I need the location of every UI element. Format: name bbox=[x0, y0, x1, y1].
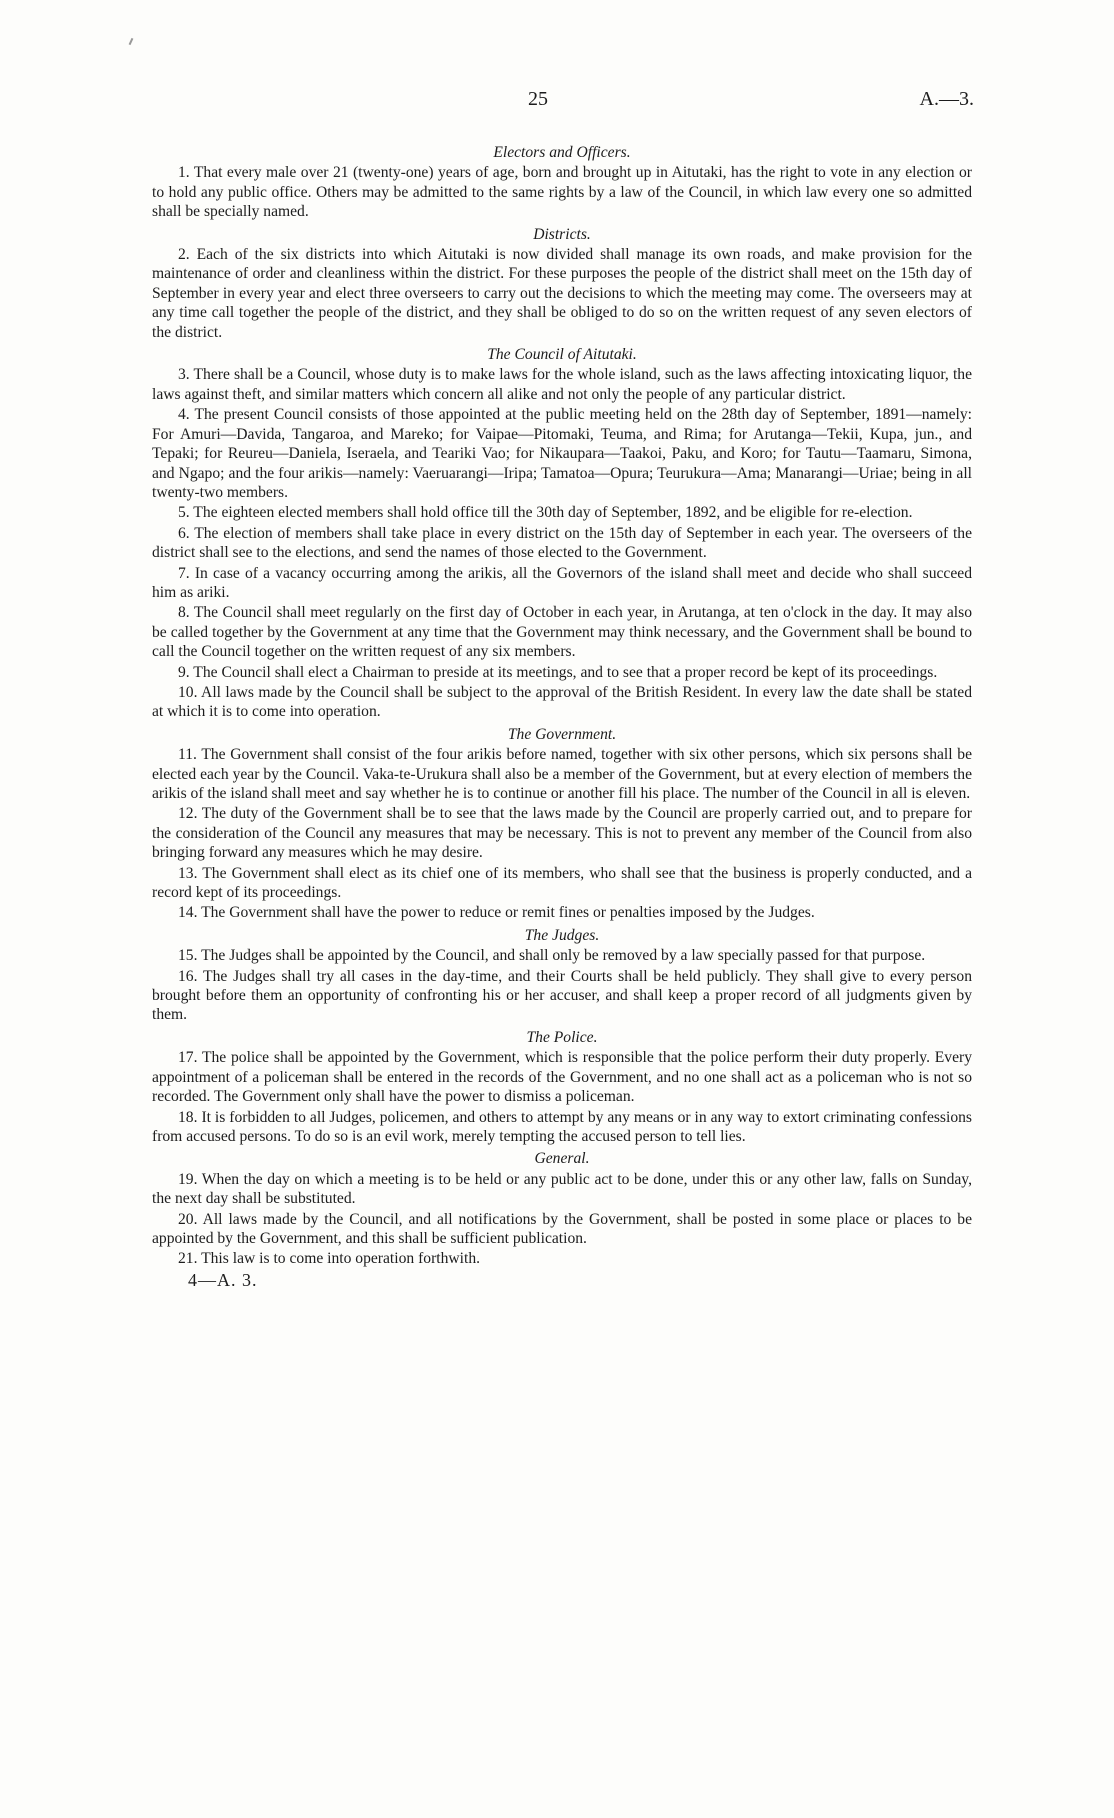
section-heading-electors: Electors and Officers. bbox=[493, 144, 631, 161]
clause-9: 9. The Council shall elect a Chairman to preside at its meetings, and to see that a proper record be kept of its proceedings. bbox=[178, 663, 938, 681]
clause-12: 12. The duty of the Government shall be to see that the laws made by the Council are properly carried out, and to prepare for the consideration of the Council any measures that may be necessary. This is not to prevent any member of the Council from also bringing forward any measures which he may desire. bbox=[152, 805, 972, 862]
section-heading-government: The Government. bbox=[507, 725, 617, 743]
clause-14: 14. The Government shall have the power to reduce or remit fines or penalties imposed by the Judges. bbox=[178, 904, 815, 922]
clause-20: 20. All laws made by the Council, and all notifications by the Government, shall be posted in some place or places to be appointed by the Government, and this shall be sufficient publication. bbox=[152, 1210, 972, 1247]
clause-13: 13. The Government shall elect as its chief one of its members, who shall see that the business is properly conducted, and a record kept of its proceedings. bbox=[152, 864, 972, 902]
clause-1: 1. That every male over 21 (twenty-one) years of age, born and brought up in Aitutaki, has the right to vote in any election or to hold any public office. Others may be admitted to the same rights by a law of the Council, in which law every one so admitted shall be specially named. bbox=[152, 164, 972, 221]
clause-17: 17. The police shall be appointed by the Government, which is responsible that the police perform their duty properly. Every appointment of a policeman shall be entered in the records of the Government, and no one shall act as a policeman who is not so recorded. The Government only shall have the power to dismiss a policeman. bbox=[152, 1049, 972, 1106]
document-signature-ref: 4—A. 3. bbox=[188, 1269, 258, 1290]
section-heading-police: The Police. bbox=[526, 1028, 598, 1046]
stray-pen-mark bbox=[129, 38, 134, 45]
clause-3: 3. There shall be a Council, whose duty is to make laws for the whole island, such as the laws affecting intoxicating liquor, the laws against theft, and similar matters which concern all alike and not only the people of any particular district. bbox=[152, 366, 972, 403]
clause-15: 15. The Judges shall be appointed by the Council, and shall only be removed by a law specially passed for that purpose. bbox=[178, 947, 926, 965]
page-header bbox=[0, 88, 1114, 112]
clause-5: 5. The eighteen elected members shall hold office till the 30th day of September, 1892, and be eligible for re-election. bbox=[178, 504, 913, 522]
section-heading-districts: Districts. bbox=[533, 225, 591, 243]
page-number: 25 bbox=[528, 88, 548, 110]
clause-16: 16. The Judges shall try all cases in the day-time, and their Courts shall be held publicly. They shall give to every person brought before them an opportunity of confronting his or her accuser, and shall keep a proper record of all judgments given by them. bbox=[152, 967, 972, 1024]
clause-11: 11. The Government shall consist of the four arikis before named, together with six other persons, which six persons shall be elected each year by the Council. Vaka-te-Urukura shall also be a member of the Government, but at every election of members the arikis of the island shall meet and say whether he is to continue or another fill his place. The number of the Council in all is eleven. bbox=[152, 746, 972, 802]
clause-6: 6. The election of members shall take place in every district on the 15th day of September in each year. The overseers of the district shall see to the elections, and send the names of those elected to the Government. bbox=[152, 524, 972, 562]
clause-18: 18. It is forbidden to all Judges, policemen, and others to attempt by any means or in any way to extort criminating confessions from accused persons. To do so is an evil work, merely tempting the accused person to tell lies. bbox=[152, 1108, 972, 1145]
clause-7: 7. In case of a vacancy occurring among the arikis, all the Governors of the island shall meet and decide who shall succeed him as ariki. bbox=[152, 564, 972, 601]
clause-2: 2. Each of the six districts into which Aitutaki is now divided shall manage its own roads, and make provision for the maintenance of order and cleanliness within the district. For these purposes the people of the district shall meet on the 15th day of September in every year and elect three overseers to carry out the decisions to which the meeting may come. The overseers may at any time call together the people of the district, and they shall be obliged to do so on the written request of any seven electors of the district. bbox=[152, 246, 972, 341]
clause-8: 8. The Council shall meet regularly on the first day of October in each year, in Arutanga, at ten o'clock in the day. It may also be called together by the Government at any time that the Government may think necessary, and the Government shall be bound to call the Council together on the written request of any six members. bbox=[152, 604, 972, 661]
section-heading-council: The Council of Aitutaki. bbox=[487, 346, 637, 364]
section-heading-judges: The Judges. bbox=[524, 926, 600, 944]
clause-4: 4. The present Council consists of those appointed at the public meeting held on the 28th day of September, 1891—namely: For Amuri—Davida, Tangaroa, and Mareko; for Vaipae—Pitomaki, Teuma, and Rima; for Arutanga—Tekii, Kupa, jun., and Tepaki; for Reureu—Daniela, Iseraela, and Teariki Vao; for Nikaupara—Taakoi, Paku, and Koro; for Tautu—Taamaru, Simona, and Ngapo; and the four arikis—namely: Vaeruarangi—Iripa; Tamatoa—Opura; Teurukura—Ama; Manarangi—Uriae; being in all twenty-two members. bbox=[152, 406, 972, 501]
clause-10: 10. All laws made by the Council shall be subject to the approval of the British Resident. In every law the date shall be stated at which it is to come into operation. bbox=[152, 683, 972, 721]
section-heading-general: General. bbox=[534, 1150, 590, 1168]
clause-21: 21. This law is to come into operation forthwith. bbox=[178, 1250, 481, 1268]
document-body bbox=[152, 140, 972, 1290]
clause-19: 19. When the day on which a meeting is to be held or any public act to be done, under this or any other law, falls on Sunday, the next day shall be substituted. bbox=[152, 1170, 972, 1208]
document-reference: A.—3. bbox=[919, 88, 974, 110]
